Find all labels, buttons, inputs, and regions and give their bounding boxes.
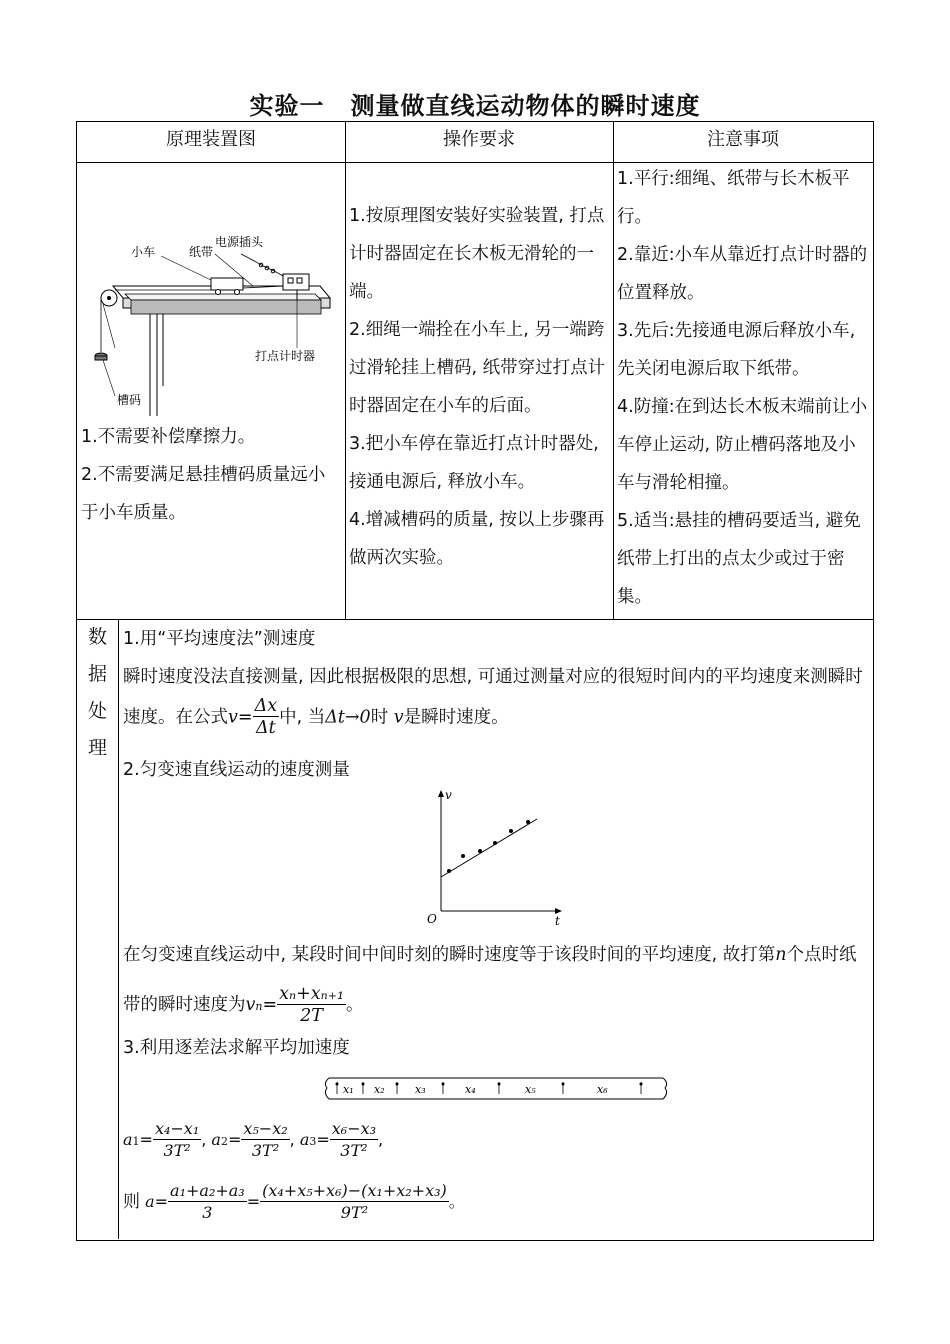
- acceleration-formulas: a1= $\frac{\text{x₄−x₁}}{\text{3T²}}$ , a2= $\frac{\text{x₅−x₂}}{\text{3T²}}$ , a3= $\frac{\text{x₆−x₃}}{\text{3T²}}$ ,: [123, 1119, 384, 1160]
- data-processing-section-2: 在匀变速直线运动中, 某段时间中间时刻的瞬时速度等于该段时间的平均速度, 故打第n个点时纸带的瞬时速度为vn= $\frac{\text{xₙ+xₙ₊₁}}{2T}$ 。: [123, 945, 857, 1026]
- v-t-graph: [419, 787, 569, 927]
- header-principle: 原理装置图: [166, 129, 256, 150]
- instant-velocity-formula: $\frac{\text{xₙ+xₙ₊₁}}{2T}$: [279, 983, 344, 1026]
- graph-y-label: v: [445, 788, 452, 802]
- page-title: 实验一 测量做直线运动物体的瞬时速度: [249, 92, 701, 120]
- svg-text:x₁: x₁: [343, 1083, 354, 1096]
- principle-notes: [81, 418, 339, 532]
- header-operation: 操作要求: [443, 129, 515, 150]
- operation-item: 4.增减槽码的质量, 按以上步骤再做两次实验。: [349, 510, 605, 568]
- data-processing-section-3-title: 3.利用逐差法求解平均加速度: [123, 1038, 350, 1058]
- apparatus-diagram: [85, 236, 335, 416]
- precaution-item: 2.靠近:小车从靠近打点计时器的位置释放。: [617, 245, 868, 303]
- label-cart: 小车: [131, 245, 156, 259]
- velocity-formula: $\frac{\Delta x}{\Delta t}$: [254, 696, 278, 738]
- data-processing-section-2-title: 2.匀变速直线运动的速度测量: [123, 760, 350, 780]
- svg-text:x₅: x₅: [525, 1083, 536, 1096]
- experiment-table: [76, 121, 874, 1241]
- label-weights: 槽码: [117, 393, 142, 407]
- section-title: 1.用“平均速度法”测速度: [123, 629, 316, 649]
- operation-list: [349, 197, 609, 577]
- label-tape: 纸带: [189, 245, 214, 259]
- svg-text:x₄: x₄: [465, 1083, 476, 1096]
- paper-tape-diagram: [323, 1074, 673, 1104]
- label-power-plug: 电源插头: [215, 236, 264, 249]
- operation-item: 3.把小车停在靠近打点计时器处, 接通电源后, 释放小车。: [349, 434, 599, 492]
- principle-note: 1.不需要补偿摩擦力。: [81, 427, 256, 447]
- operation-item: 1.按原理图安装好实验装置, 打点计时器固定在长木板无滑轮的一端。: [349, 206, 605, 302]
- precaution-item: 5.适当:悬挂的槽码要适当, 避免纸带上打出的点太少或过于密集。: [617, 511, 861, 607]
- graph-origin: O: [427, 912, 437, 926]
- data-processing-section-1: 1.用“平均速度法”测速度 瞬时速度没法直接测量, 因此根据极限的思想, 可通过测量对应的很短时间内的平均速度来测瞬时速度。在公式v= $\frac{\Delta x}{\Delta t}$ 中, 当Δt→0时 v是瞬时速度。: [123, 620, 871, 739]
- precaution-item: 3.先后:先接通电源后释放小车, 先关闭电源后取下纸带。: [617, 321, 856, 379]
- precaution-list: [617, 160, 871, 616]
- operation-item: 2.细绳一端拴在小车上, 另一端跨过滑轮挂上槽码, 纸带穿过打点计时器固定在小车的后面。: [349, 320, 606, 416]
- side-label-data-processing: 数 据 处 理: [87, 626, 107, 759]
- label-timer: 打点计时器: [255, 349, 316, 363]
- precaution-item: 1.平行:细绳、纸带与长木板平行。: [617, 169, 850, 227]
- average-acceleration-formula: 则 a= $\frac{\text{a₁+a₂+a₃}}{3}$ = $\frac{\text{(x₄+x₅+x₆)−(x₁+x₂+x₃)}}{\text{9T²}}$ 。: [123, 1181, 465, 1222]
- precaution-item: 4.防撞:在到达长木板末端前让小车停止运动, 防止槽码落地及小车与滑轮相撞。: [617, 397, 868, 493]
- svg-text:x₂: x₂: [374, 1083, 385, 1096]
- principle-note: 2.不需要满足悬挂槽码质量远小于小车质量。: [81, 465, 326, 523]
- header-precautions: 注意事项: [707, 129, 779, 150]
- graph-x-label: t: [555, 914, 560, 927]
- svg-text:x₃: x₃: [415, 1083, 426, 1096]
- svg-text:x₆: x₆: [597, 1083, 608, 1096]
